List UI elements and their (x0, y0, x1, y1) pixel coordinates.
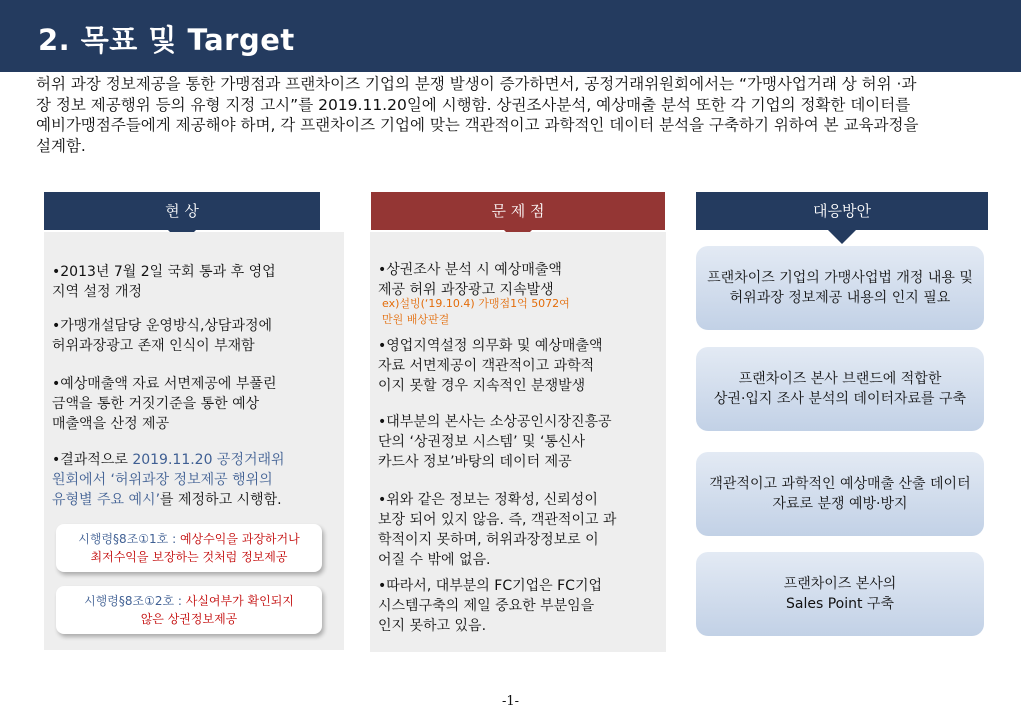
problem-bullet: •따라서, 대부분의 FC기업은 FC기업 시스템구축의 제일 중요한 부분임을 인지 못하고 있음. (378, 578, 603, 634)
problem-header: 문 제 점 (371, 192, 665, 230)
current-bullet: •예상매출액 자료 서면제공에 부풀린 금액을 통한 거짓기준을 통한 예상 매출액을 산정 제공 (52, 376, 277, 432)
page-title: 2. 목표 및 Target (38, 23, 295, 57)
problem-bullet: •위와 같은 정보는 정확성, 신뢰성이 보장 되어 있지 않음. 즉, 객관적이고 과 학적이지 못하며, 허위과장정보로 이 어질 수 밖에 없음. (378, 492, 617, 568)
solution-item: 객관적이고 과학적인 예상매출 산출 데이터 자료로 분쟁 예방·방지 (696, 452, 984, 536)
problem-bullet: •영업지역설정 의무화 및 예상매출액 자료 서면제공이 객관적이고 과학적 이지 못할 경우 지속적인 분쟁발생 (378, 338, 603, 394)
solution-item: 프랜차이즈 본사의 Sales Point 구축 (696, 552, 984, 636)
current-result-bullet: •결과적으로 2019.11.20 공정거래위 원회에서 ‘허위과장 정보제공 행위의 유형별 주요 예시’를 제정하고 시행함. (52, 452, 285, 508)
solution-item: 프랜차이즈 기업의 가맹사업법 개정 내용 및 허위과장 정보제공 내용의 인지 필요 (696, 246, 984, 330)
intro-paragraph (36, 74, 986, 156)
problem-bullet: •상권조사 분석 시 예상매출액 제공 허위 과장광고 지속발생 (378, 262, 562, 298)
problem-bullet: •대부분의 본사는 소상공인시장진흥공 단의 ‘상권정보 시스템’ 및 ‘통신사 카드사 정보’바탕의 데이터 제공 (378, 414, 612, 470)
current-header: 현 상 (44, 192, 320, 230)
current-bullet: •가맹개설담당 운영방식,상담과정에 허위과장광고 존재 인식이 부재함 (52, 318, 273, 354)
solution-item: 프랜차이즈 본사 브랜드에 적합한 상권·입지 조사 분석의 데이터자료를 구축 (696, 347, 984, 431)
intro-line: 설계함. (36, 136, 86, 155)
current-bullet: •2013년 7월 2일 국회 통과 후 영업 지역 설정 개정 (52, 264, 276, 300)
intro-line: 허위 과장 정보제공을 통한 가맹점과 프랜차이즈 기업의 분쟁 발생이 증가하면서, 공정거래위원회에서는 “가맹사업거래 상 허위 ·과 (36, 75, 917, 93)
intro-line: 장 정보 제공행위 등의 유형 지정 고시”를 2019.11.20일에 시행함. 상권조사분석, 예상매출 분석 또한 각 기업의 정확한 데이터를 (36, 95, 911, 114)
law-box-1: 시행령§8조①1호 : 예상수익을 과장하거나 최저수익을 보장하는 것처럼 정보제공 (56, 524, 322, 572)
problem-example: ex)설빙(‘19.10.4) 가맹점1억 5072여 만원 배상판결 (382, 297, 570, 326)
law-box-2: 시행령§8조①2호 : 사실여부가 확인되지 않은 상권정보제공 (56, 586, 322, 634)
title-bar (0, 0, 1021, 72)
page-number: -1- (501, 694, 520, 709)
solution-header: 대응방안 (696, 192, 988, 230)
intro-line: 예비가맹점주들에게 제공해야 하며, 각 프랜차이즈 기업에 맞는 객관적이고 과학적인 데이터 분석을 구축하기 위하여 본 교육과정을 (36, 116, 919, 134)
